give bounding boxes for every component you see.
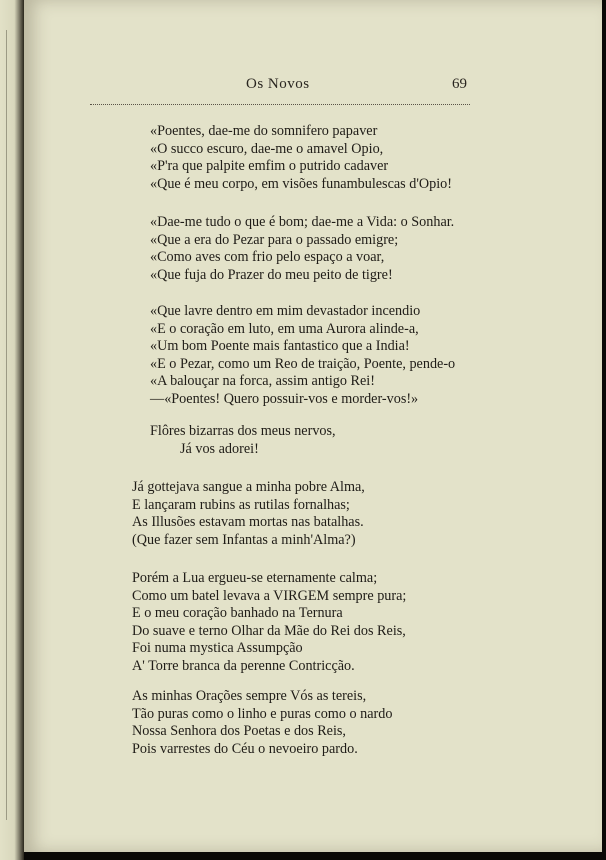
- verse-line: Tão puras como o linho e puras como o nardo: [132, 705, 393, 722]
- book-page: [24, 0, 602, 852]
- verse-line: (Que fazer sem Infantas a minh'Alma?): [132, 531, 356, 548]
- verse-line: «Que lavre dentro em mim devastador incendio: [150, 303, 421, 319]
- stanza-3: [150, 303, 455, 408]
- verse-line-indented: Já vos adorei!: [180, 440, 259, 457]
- verse-line: «O succo escuro, dae-me o amavel Opio,: [150, 140, 384, 157]
- verse-line: As minhas Orações sempre Vós as tereis,: [132, 688, 367, 704]
- verse-line: E lançaram rubins as rutilas fornalhas;: [132, 496, 350, 513]
- verse-line: —«Poentes! Quero possuir-vos e morder-vos!»: [150, 390, 419, 407]
- verse-line: Nossa Senhora dos Poetas e dos Reis,: [132, 723, 346, 739]
- verse-line: «Um bom Poente mais fantastico que a India!: [150, 338, 410, 354]
- page-number: 69: [452, 76, 467, 92]
- verse-line: «Que é meu corpo, em visões funambulescas d'Opio!: [150, 175, 452, 192]
- verse-line: Já gottejava sangue a minha pobre Alma,: [132, 479, 365, 495]
- header-rule: [90, 104, 470, 105]
- verse-line: «P'ra que palpite emfim o putrido cadaver: [150, 158, 389, 174]
- stanza-6: [132, 570, 406, 675]
- stanza-1: [150, 123, 452, 193]
- verse-line: Flôres bizarras dos meus nervos,: [150, 423, 336, 439]
- verse-line: Do suave e terno Olhar da Mãe do Rei dos Reis,: [132, 622, 406, 639]
- verse-line: «Que a era do Pezar para o passado emigre;: [150, 231, 399, 248]
- verse-line: E o meu coração banhado na Ternura: [132, 605, 343, 621]
- verse-line: «A balouçar na forca, assim antigo Rei!: [150, 373, 375, 389]
- verse-line: «Dae-me tudo o que é bom; dae-me a Vida: o Sonhar.: [150, 214, 455, 230]
- stanza-4: [150, 423, 336, 458]
- running-title: Os Novos: [246, 76, 310, 92]
- verse-line: As Illusões estavam mortas nas batalhas.: [132, 514, 364, 530]
- page-header: [24, 76, 602, 98]
- verse-line: Pois varrestes do Céu o nevoeiro pardo.: [132, 740, 358, 757]
- facing-page-margin-line: [6, 30, 7, 820]
- verse-line: A' Torre branca da perenne Contricção.: [132, 657, 355, 674]
- stanza-2: [150, 214, 454, 284]
- verse-line: «Como aves com frio pelo espaço a voar,: [150, 249, 385, 265]
- stanza-7: [132, 688, 392, 758]
- verse-line: Porém a Lua ergueu-se eternamente calma;: [132, 570, 378, 586]
- verse-line: «Poentes, dae-me do somnifero papaver: [150, 123, 378, 139]
- verse-line: «E o Pezar, como um Reo de traição, Poente, pende-o: [150, 355, 456, 372]
- facing-page-edge: [0, 0, 24, 860]
- verse-line: «Que fuja do Prazer do meu peito de tigre!: [150, 266, 393, 283]
- verse-line: Como um batel levava a VIRGEM sempre pura;: [132, 587, 407, 604]
- verse-line: Foi numa mystica Assumpção: [132, 640, 303, 656]
- verse-line: «E o coração em luto, em uma Aurora alinde-a,: [150, 320, 419, 337]
- stanza-5: [132, 479, 365, 549]
